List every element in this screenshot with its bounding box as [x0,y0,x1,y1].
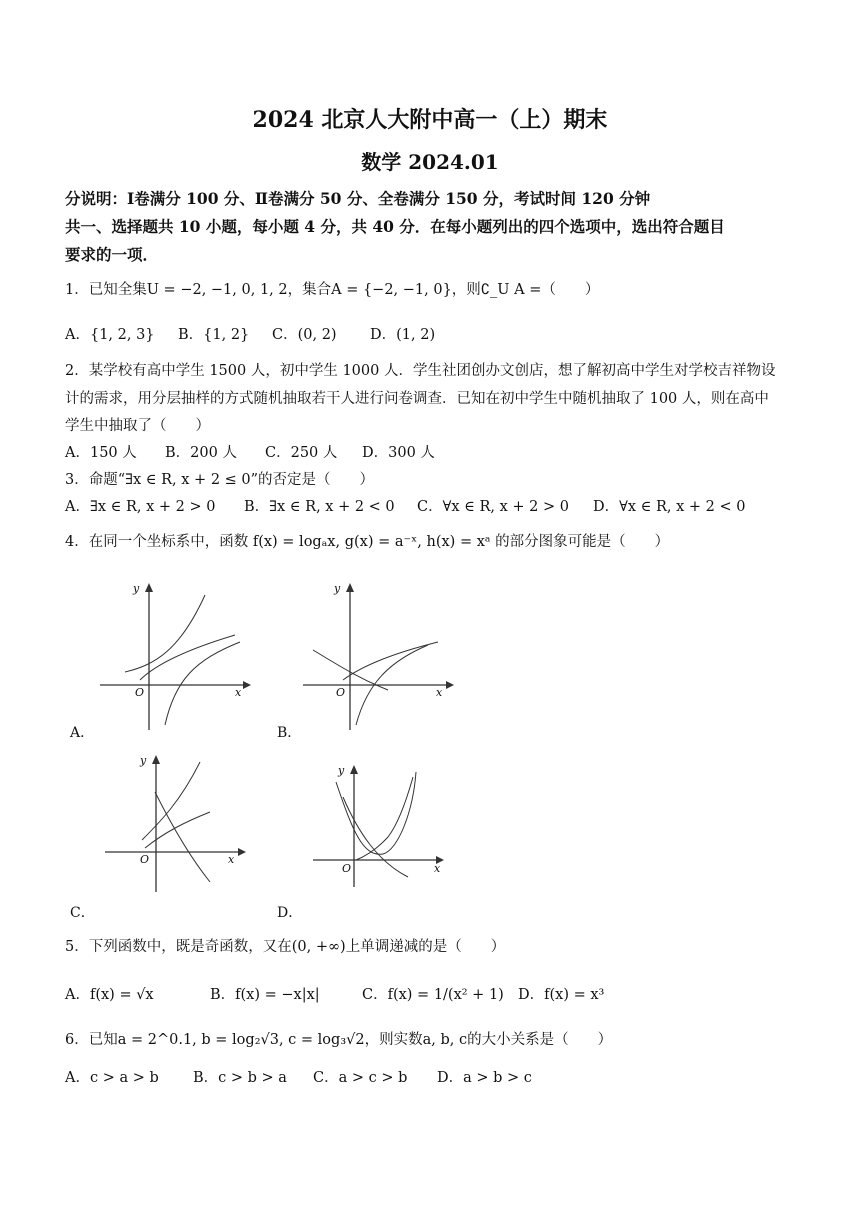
question-2-line-2: 计的需求，用分层抽样的方式随机抽取若干人进行问卷调查．已知在初中学生中随机抽取了 100 人，则在高中 [65,391,769,407]
instruction-line-1: 分说明：Ⅰ卷满分 100 分、Ⅱ卷满分 50 分、全卷满分 150 分，考试时间 120 分钟 [65,189,651,208]
q1-option-b: B．{1, 2} [178,327,250,343]
q3-option-d: D．∀x ∈ R, x + 2 < 0 [593,499,746,515]
graph-b-label: B． [277,725,302,741]
graph-d-y-label: y [338,764,345,777]
graph-a-y-label: y [133,582,140,595]
graph-c-x-label: x [228,853,235,866]
graph-a-x-label: x [235,686,242,699]
graph-d-x-label: x [434,862,441,875]
graph-b-origin-label: O [336,686,346,699]
q3-option-a: A．∃x ∈ R, x + 2 > 0 [65,499,216,515]
graph-b [298,580,458,730]
graph-b-y-label: y [334,582,341,595]
q1-option-d: D．(1, 2) [370,327,436,343]
q3-option-b: B．∃x ∈ R, x + 2 < 0 [244,499,395,515]
graph-a-origin-label: O [135,686,145,699]
instruction-line-3: 要求的一项． [65,245,159,264]
q1-option-a: A．{1, 2, 3} [65,327,155,343]
q5-option-b: B．f(x) = −x|x| [210,987,320,1003]
graph-c-origin-label: O [140,853,150,866]
q6-option-b: B．c > b > a [193,1070,287,1086]
q6-option-a: A．c > a > b [65,1070,159,1086]
graph-c-label: C． [70,905,95,921]
question-6-stem: 6．已知a = 2^0.1, b = log₂√3, c = log₃√2，则实数a, b, c的大小关系是（ ） [65,1032,613,1048]
q1-option-c: C．(0, 2) [272,327,337,343]
q2-option-b: B．200 人 [165,445,237,461]
question-5-stem: 5．下列函数中，既是奇函数，又在(0, +∞)上单调递减的是（ ） [65,939,506,955]
q2-option-d: D．300 人 [362,445,435,461]
q5-option-a: A．f(x) = √x [65,987,154,1003]
question-2-line-1: 2．某学校有高中学生 1500 人，初中学生 1000 人．学生社团创办文创店，想了解初高中学生对学校吉祥物设 [65,363,776,379]
q5-option-d: D．f(x) = x³ [518,987,605,1003]
q6-option-d: D．a > b > c [437,1070,532,1086]
question-1-stem: 1．已知全集U = −2, −1, 0, 1, 2，集合A = {−2, −1, 0}，则∁_U A =（ ） [65,282,600,298]
page-subtitle: 数学 2024.01 [361,150,499,174]
question-2-line-3: 学生中抽取了（ ） [65,418,210,434]
q2-option-c: C．250 人 [265,445,338,461]
graph-a [95,580,255,730]
graph-a-label: A． [70,725,95,741]
q5-option-c: C．f(x) = 1/(x² + 1) [362,987,504,1003]
question-3-stem: 3．命题“∃x ∈ R, x + 2 ≤ 0”的否定是（ ） [65,472,375,488]
graph-c-y-label: y [140,754,147,767]
graph-d [308,762,458,892]
graph-b-x-label: x [436,686,443,699]
graph-d-origin-label: O [342,862,352,875]
question-4-stem: 4．在同一个坐标系中，函数 f(x) = logₐx, g(x) = a⁻ˣ, h(x) = xᵃ 的部分图象可能是（ ） [65,534,670,550]
q2-option-a: A．150 人 [65,445,137,461]
page-title: 2024 北京人大附中高一（上）期末 [252,107,608,133]
graph-c [100,752,250,892]
q6-option-c: C．a > c > b [313,1070,408,1086]
q3-option-c: C．∀x ∈ R, x + 2 > 0 [417,499,569,515]
graph-d-label: D． [277,905,303,921]
instruction-line-2: 共一、选择题共 10 小题，每小题 4 分，共 40 分．在每小题列出的四个选项中，选出符合题目 [65,217,725,236]
